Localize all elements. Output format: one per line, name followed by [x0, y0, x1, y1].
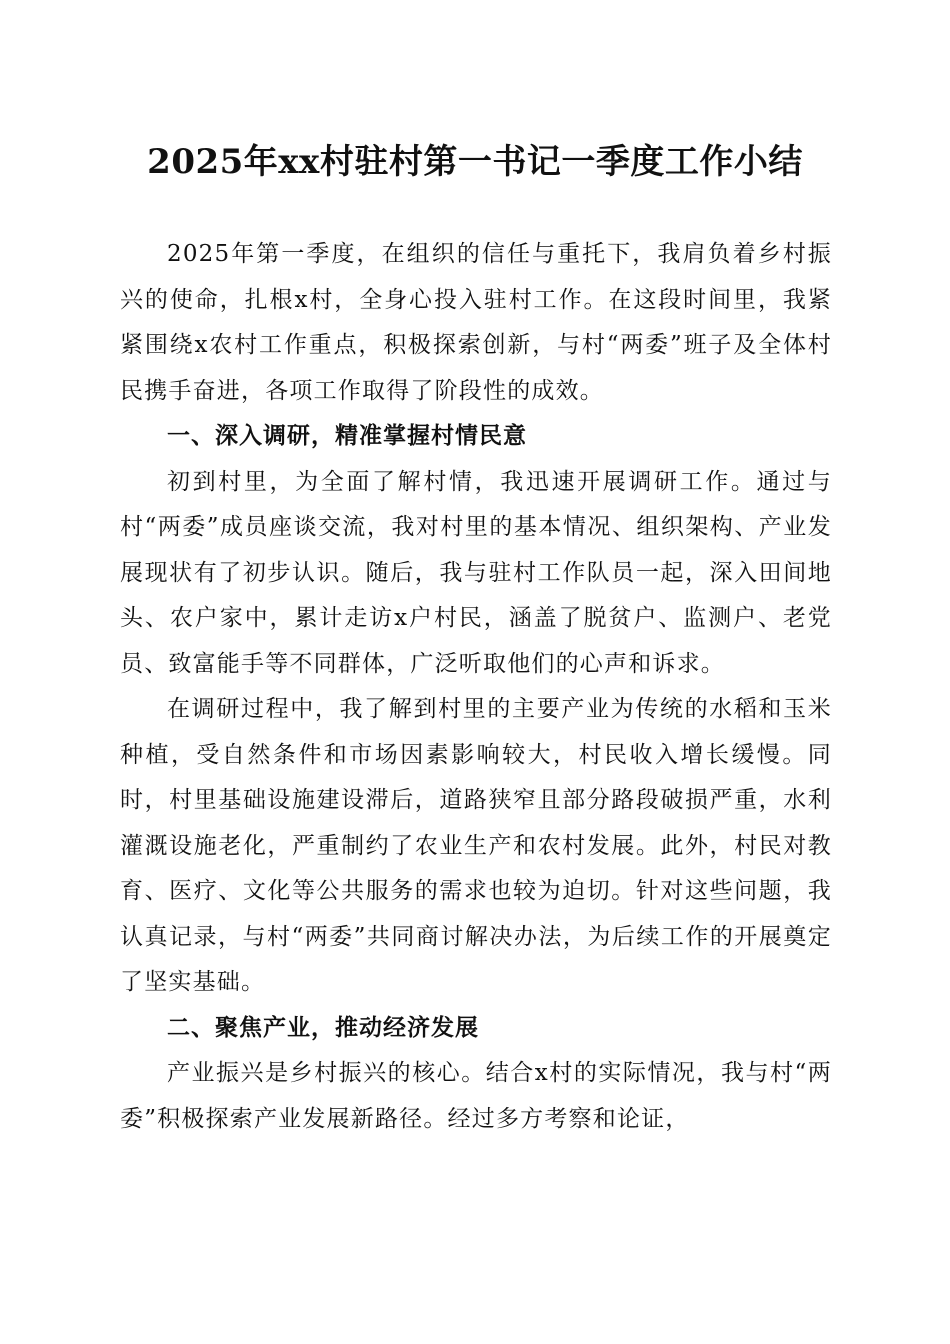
intro-paragraph: 2025年第一季度，在组织的信任与重托下，我肩负着乡村振兴的使命，扎根x村，全身心投入驻村工作。在这段时间里，我紧紧围绕x农村工作重点，积极探索创新，与村“两委”班子及全体村民携手奋进，各项工作取得了阶段性的成效。 — [120, 241, 832, 404]
section-1-heading: 一、深入调研，精准掌握村情民意 — [167, 423, 527, 449]
section-2-paragraph-1: 产业振兴是乡村振兴的核心。结合x村的实际情况，我与村“两委”积极探索产业发展新路径。经过多方考察和论证， — [120, 1060, 832, 1132]
section-2-heading: 二、聚焦产业，推动经济发展 — [167, 1014, 479, 1041]
document-title: 2025年xx村驻村第一书记一季度工作小结 — [147, 142, 803, 182]
section-1-paragraph-2: 在调研过程中，我了解到村里的主要产业为传统的水稻和玉米种植，受自然条件和市场因素影响较大，村民收入增长缓慢。同时，村里基础设施建设滞后，道路狭窄且部分路段破损严重，水利灌溉设施老化，严重制约了农业生产和农村发展。此外，村民对教育、医疗、文化等公共服务的需求也较为迫切。针对这些问题，我认真记录，与村“两委”共同商讨解决办法，为后续工作的开展奠定了坚实基础。 — [120, 696, 832, 995]
section-1-paragraph-1: 初到村里，为全面了解村情，我迅速开展调研工作。通过与村“两委”成员座谈交流，我对村里的基本情况、组织架构、产业发展现状有了初步认识。随后，我与驻村工作队员一起，深入田间地头、农户家中，累计走访x户村民，涵盖了脱贫户、监测户、老党员、致富能手等不同群体，广泛听取他们的心声和诉求。 — [120, 468, 832, 677]
document-body — [120, 232, 832, 1142]
